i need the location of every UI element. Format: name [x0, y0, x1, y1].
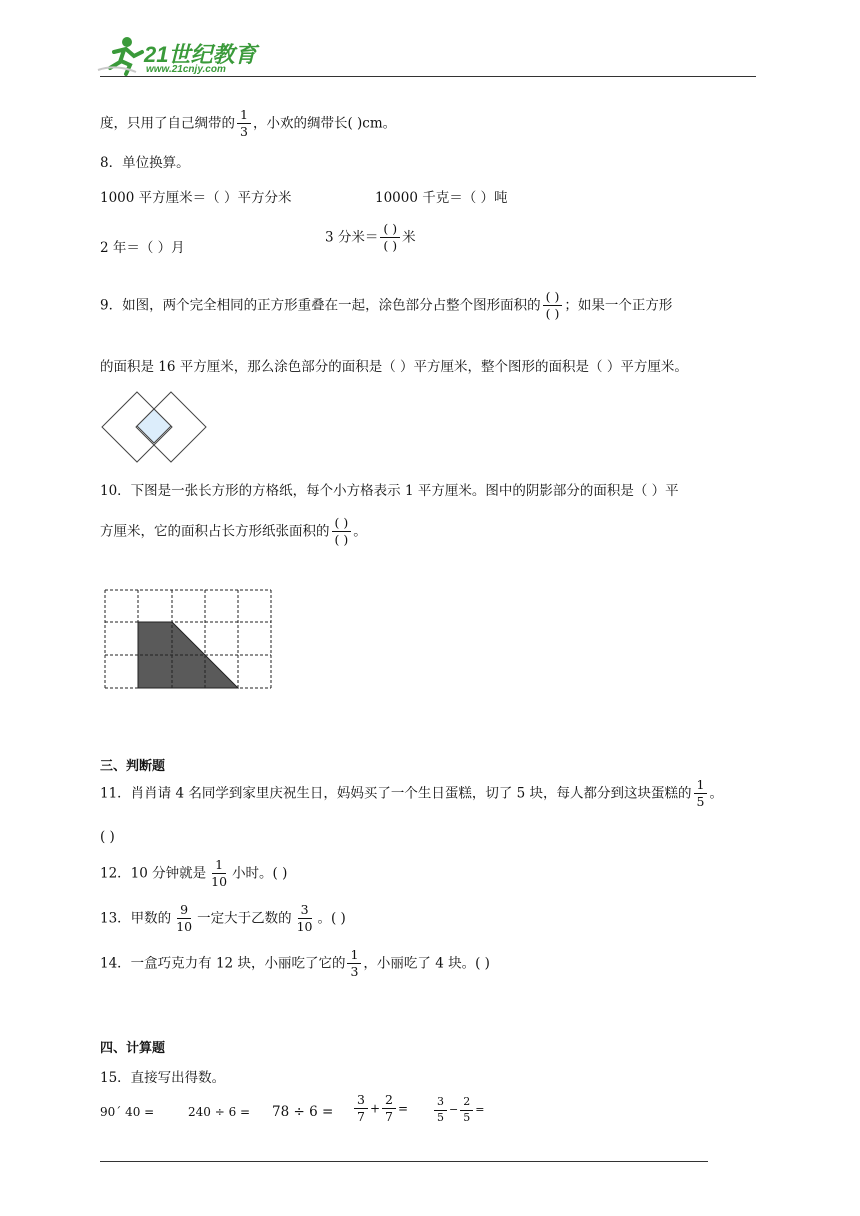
q12-line: 12．10 分钟就是 $\frac{1}{10}$ 小时。( ) — [100, 857, 288, 890]
fraction: $\frac{3}{10}$ — [296, 902, 313, 935]
q15-title: 15．直接写出得数。 — [100, 1070, 226, 1086]
q13-line: 13．甲数的 $\frac{9}{10}$ 一定大于乙数的 $\frac{3}{10}$ 。( ) — [100, 902, 346, 935]
header-rule — [100, 76, 756, 77]
q15-expr-4: $\frac{3}{7}$ + $\frac{2}{7}$ = — [352, 1093, 408, 1125]
overlapping-squares-figure — [100, 390, 208, 464]
q15-expr-3: 78 ÷ 6 = — [272, 1104, 334, 1120]
fraction: $\frac{3}{7}$ — [354, 1093, 368, 1125]
q15-expr-5: $\frac{3}{5}$ − $\frac{2}{5}$ = — [432, 1096, 484, 1124]
fraction: $\frac{( )}{( )}$ — [543, 290, 563, 322]
fraction: $\frac{1}{3}$ — [237, 108, 251, 140]
fraction: $\frac{2}{7}$ — [382, 1093, 396, 1125]
fraction: $\frac{1}{3}$ — [347, 948, 361, 980]
shaded-trapezoid — [138, 622, 238, 688]
logo-url-text: www.21cnjy.com — [146, 64, 226, 75]
grid-paper-figure — [104, 589, 274, 691]
header-logo — [96, 34, 266, 78]
q8-item-b: 10000 千克＝（ ）吨 — [375, 190, 508, 206]
q8-item-a: 1000 平方厘米＝（ ）平方分米 — [100, 190, 292, 206]
fraction: $\frac{1}{5}$ — [694, 778, 708, 810]
q10-line1: 10．下图是一张长方形的方格纸，每个小方格表示 1 平方厘米。图中的阴影部分的面积是（ ）平 — [100, 483, 679, 499]
q8-item-d: 3 分米＝ $\frac{( )}{( )}$ 米 — [325, 221, 416, 254]
q11-line1: 11．肖肖请 4 名同学到家里庆祝生日，妈妈买了一个生日蛋糕，切了 5 块，每人都分到这块蛋糕的 $\frac{1}{5}$ 。 — [100, 777, 723, 810]
fraction: $\frac{( )}{( )}$ — [380, 222, 400, 254]
continuation-line: 度，只用了自己绸带的 $\frac{1}{3}$ ，小欢的绸带长( )cm。 — [100, 107, 397, 140]
fraction: $\frac{2}{5}$ — [460, 1096, 473, 1124]
q9-line2: 的面积是 16 平方厘米，那么涂色部分的面积是（ ）平方厘米，整个图形的面积是（ ）平方厘米。 — [100, 359, 688, 375]
q15-expr-2: 240 ÷ 6 = — [188, 1105, 251, 1119]
fraction: $\frac{1}{10}$ — [211, 857, 228, 890]
q11-answer-paren: ( ) — [100, 829, 115, 845]
section-heading-judgement: 三、判断题 — [100, 759, 166, 774]
footer-rule — [100, 1161, 708, 1162]
fraction: $\frac{( )}{( )}$ — [332, 516, 352, 548]
fraction: $\frac{9}{10}$ — [176, 902, 193, 935]
overlap-shaded-region — [137, 409, 171, 443]
fraction: $\frac{3}{5}$ — [434, 1096, 447, 1124]
section-heading-calculation: 四、计算题 — [100, 1041, 166, 1056]
q15-expr-1: 90´ 40 = — [100, 1105, 155, 1119]
q10-line2: 方厘米，它的面积占长方形纸张面积的 $\frac{( )}{( )}$ 。 — [100, 515, 367, 548]
q8-title: 8．单位换算。 — [100, 155, 190, 171]
q9-line1: 9．如图，两个完全相同的正方形重叠在一起，涂色部分占整个图形面积的 $\frac{( )}{( )}$ ；如果一个正方形 — [100, 289, 673, 322]
logo-main-text: 21世纪教育 — [144, 42, 257, 67]
q8-item-c: 2 年＝（ ）月 — [100, 240, 185, 256]
runner-icon — [96, 34, 148, 76]
q14-line: 14．一盒巧克力有 12 块，小丽吃了它的 $\frac{1}{3}$ ，小丽吃了 4 块。( ) — [100, 947, 490, 980]
